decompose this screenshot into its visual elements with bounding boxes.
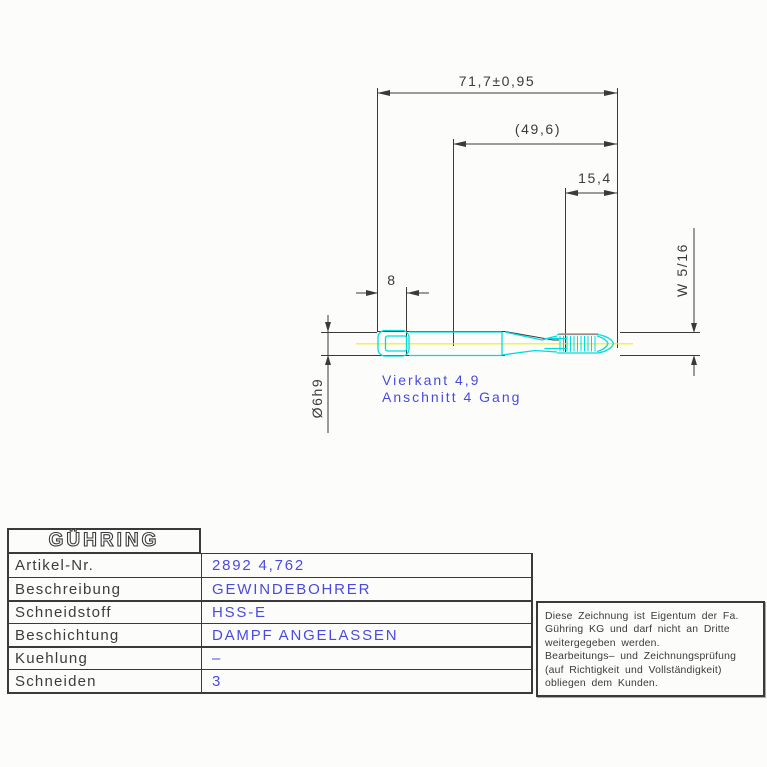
row-value-artikel-nr: 2892 4,762 [212,557,306,574]
note-anschnitt: Anschnitt 4 Gang [382,389,522,405]
notice-line: Gühring KG und darf nicht an Dritte [545,624,730,636]
notice-line: weitergegeben werden. [545,637,660,649]
row-label-beschreibung: Beschreibung [9,578,202,600]
row-label-beschichtung: Beschichtung [9,624,202,646]
row-label-artikel-nr: Artikel-Nr. [9,554,202,577]
row-label-schneidstoff: Schneidstoff [9,602,202,623]
table-row [9,623,531,646]
dim-shank-diameter: Ø6h9 [309,377,325,419]
notice-line: Bearbeitungs– und Zeichnungsprüfung [545,651,737,663]
row-value-beschichtung: DAMPF ANGELASSEN [212,626,399,644]
note-vierkant: Vierkant 4,9 [382,372,481,388]
dim-thread-designation: W 5/16 [674,243,690,297]
row-label-kuehlung: Kuehlung [9,648,202,669]
dim-thread-length: 15,4 [578,170,612,186]
notice-line: obliegen dem Kunden. [545,678,658,690]
ownership-notice-box [536,601,765,697]
table-row [9,669,531,692]
table-row [9,577,531,600]
dim-reference-length: (49,6) [514,121,562,137]
manufacturer-logo-box [7,528,201,554]
table-row [9,554,531,577]
notice-line: Diese Zeichnung ist Eigentum der Fa. [545,611,739,622]
row-value-schneidstoff: HSS-E [212,604,267,621]
table-row [9,646,531,669]
manufacturer-logo: GÜHRING [48,530,160,551]
table-row [9,600,531,623]
row-value-schneiden: 3 [212,672,223,690]
row-value-beschreibung: GEWINDEBOHRER [212,580,372,598]
article-info-table [7,553,533,694]
dim-square-length: 8 [387,272,397,288]
row-value-kuehlung: – [212,650,223,667]
row-label-schneiden: Schneiden [9,670,202,692]
notice-line: (auf Richtigkeit und Vollständigkeit) [545,664,722,676]
dim-overall-length: 71,7±0,95 [458,73,536,89]
